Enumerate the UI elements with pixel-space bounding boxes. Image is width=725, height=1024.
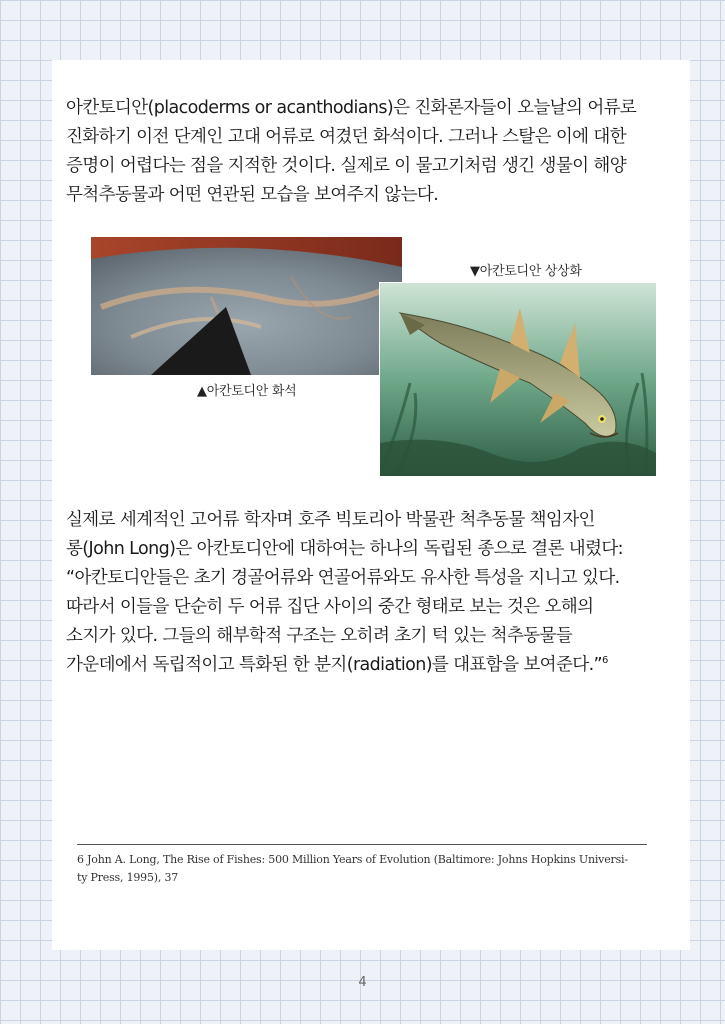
illustration-caption: ▼아칸토디안 상상화 <box>470 264 582 279</box>
paragraph-line: 소지가 있다. 그들의 해부학적 구조는 오히려 초기 턱 있는 척추동물들 <box>66 626 573 646</box>
paragraph-line: 증명이 어렵다는 점을 지적한 것이다. 실제로 이 물고기처럼 생긴 생물이 해양 <box>66 156 627 176</box>
acanthodian-illustration-graphic <box>380 283 656 476</box>
page-number: 4 <box>358 975 367 990</box>
paragraph-line: 아칸토디안(placoderms or acanthodians)은 진화론자들이 오늘날의 어류로 <box>66 98 637 118</box>
footnote-line: 6 John A. Long, The Rise of Fishes: 500 Million Years of Evolution (Baltimore: Johns Hopkins Universi- <box>77 853 628 866</box>
footnote-divider <box>77 844 647 845</box>
fossil-photo <box>91 237 402 375</box>
paragraph-line: 실제로 세계적인 고어류 학자며 호주 빅토리아 박물관 척추동물 책임자인 <box>66 510 595 530</box>
paragraph-line <box>66 651 623 680</box>
page-card <box>52 60 690 950</box>
fossil-caption: ▲아칸토디안 화석 <box>197 384 297 399</box>
fossil-photo-graphic <box>91 237 402 375</box>
acanthodian-illustration <box>379 282 657 477</box>
paragraph-line: 따라서 이들을 단순히 두 어류 집단 사이의 중간 형태로 보는 것은 오해의 <box>66 597 594 617</box>
paragraph-line: “아칸토디안들은 초기 경골어류와 연골어류와도 유사한 특성을 지니고 있다. <box>66 568 620 588</box>
footnote-reference[interactable]: 6 <box>602 655 608 667</box>
paragraph-line: 진화하기 이전 단계인 고대 어류로 여겼던 화석이다. 그러나 스탈은 이에 대한 <box>66 127 627 147</box>
paragraph-line-text: 가운데에서 독립적이고 특화된 한 분지(radiation)를 대표함을 보여준다.” <box>66 655 603 675</box>
paragraph-line: 롱(John Long)은 아칸토디안에 대하여는 하나의 독립된 종으로 결론 내렸다: <box>66 539 623 559</box>
paragraph-line: 무척추동물과 어떤 연관된 모습을 보여주지 않는다. <box>66 185 439 205</box>
paragraph-intro <box>66 94 636 210</box>
paragraph-long-quote <box>66 506 623 680</box>
footnote-line: ty Press, 1995), 37 <box>77 871 179 884</box>
footnote <box>77 851 657 887</box>
